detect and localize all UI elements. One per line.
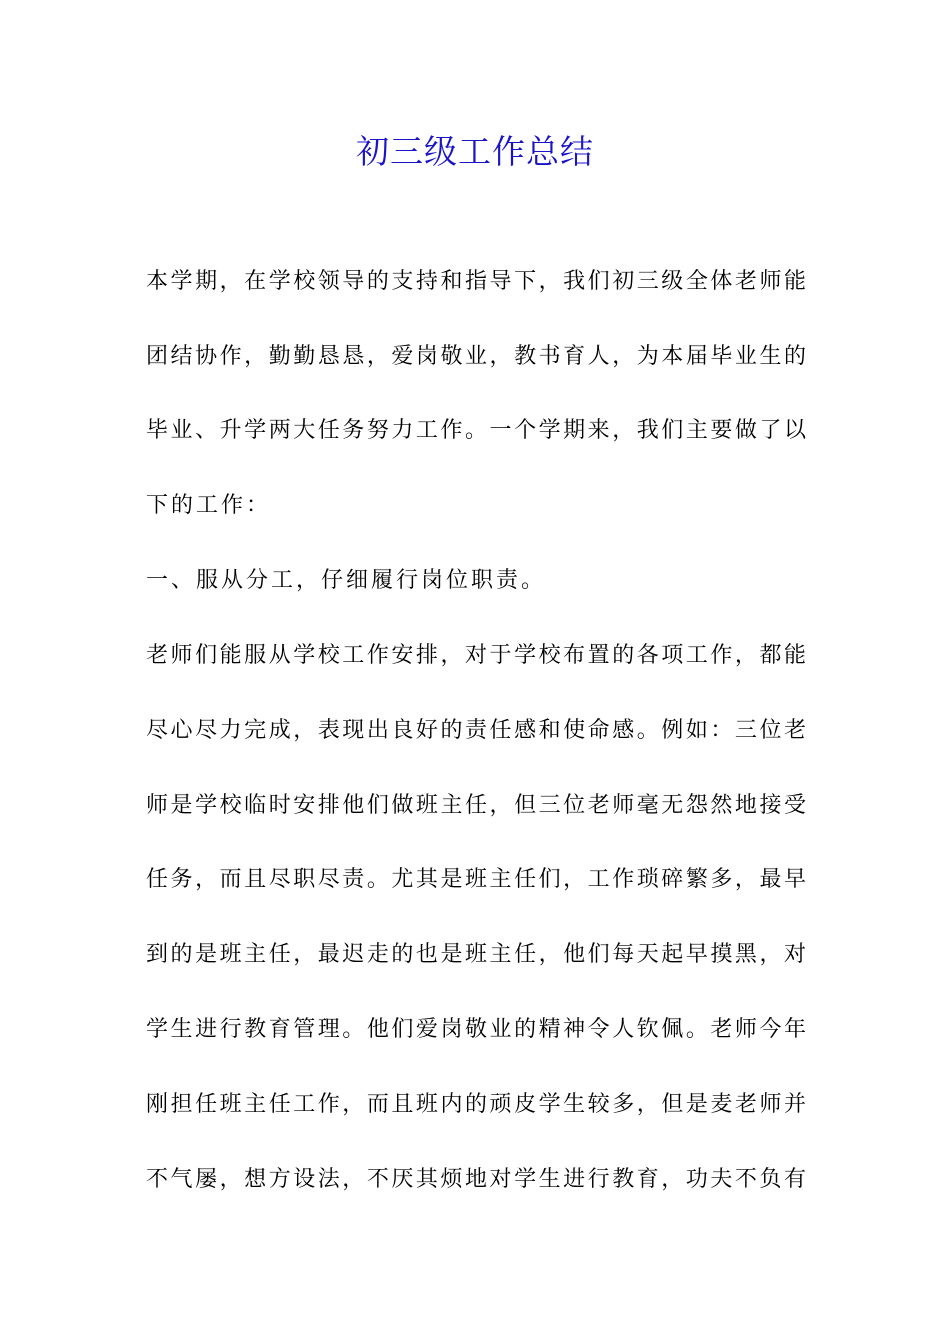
body-line: 师是学校临时安排他们做班主任，但三位老师毫无怨然地接受 bbox=[146, 793, 806, 818]
body-line: 本学期，在学校领导的支持和指导下，我们初三级全体老师能 bbox=[146, 269, 806, 294]
body-line: 不气屡，想方设法，不厌其烦地对学生进行教育，功夫不负有 bbox=[146, 1167, 806, 1192]
body-line: 毕业、升学两大任务努力工作。一个学期来，我们主要做了以 bbox=[146, 418, 806, 443]
document-title: 初三级工作总结 bbox=[356, 132, 594, 171]
body-line: 团结协作，勤勤恳恳，爱岗敬业，教书育人，为本届毕业生的 bbox=[146, 344, 806, 369]
body-line: 尽心尽力完成，表现出良好的责任感和使命感。例如：三位老 bbox=[146, 718, 806, 743]
section-heading: 一、服从分工，仔细履行岗位职责。 bbox=[146, 568, 547, 593]
body-line: 下的工作： bbox=[146, 493, 272, 518]
body-line: 学生进行教育管理。他们爱岗敬业的精神令人钦佩。老师今年 bbox=[146, 1017, 806, 1042]
body-line: 任务，而且尽职尽责。尤其是班主任们，工作琐碎繁多，最早 bbox=[146, 867, 806, 892]
body-line: 刚担任班主任工作，而且班内的顽皮学生较多，但是麦老师并 bbox=[146, 1092, 806, 1117]
body-line: 到的是班主任，最迟走的也是班主任，他们每天起早摸黑，对 bbox=[146, 942, 806, 967]
body-line: 老师们能服从学校工作安排，对于学校布置的各项工作，都能 bbox=[146, 643, 806, 668]
